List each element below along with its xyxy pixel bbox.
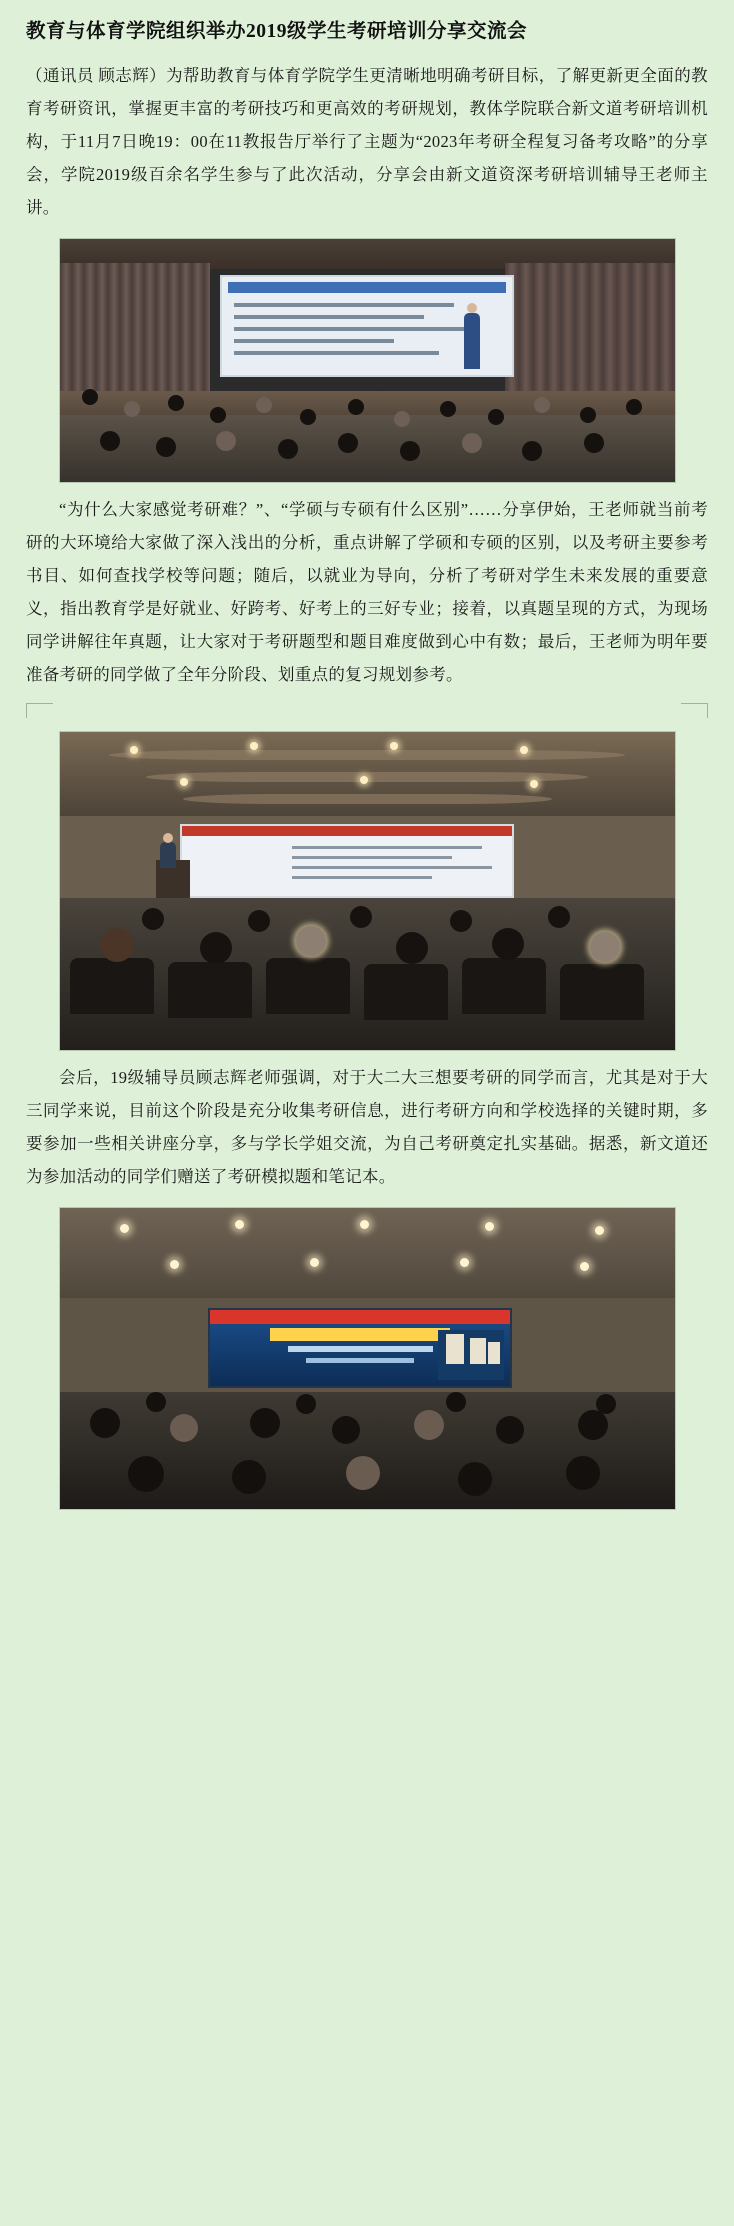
corner-bracket-right bbox=[681, 703, 708, 718]
slide-header bbox=[182, 826, 512, 836]
slide-line bbox=[234, 303, 454, 307]
ceiling bbox=[60, 732, 675, 818]
presenter-figure bbox=[464, 313, 480, 369]
speaker-figure bbox=[160, 842, 176, 868]
figure-3-wrapper bbox=[26, 1207, 708, 1510]
slide-speaker-bar bbox=[306, 1358, 414, 1363]
slide-banner bbox=[210, 1310, 510, 1324]
photo-red-banner-screen bbox=[59, 1207, 676, 1510]
slide-header bbox=[228, 282, 506, 293]
figure-1-wrapper bbox=[26, 238, 708, 483]
photo-lecture-hall-podium bbox=[59, 731, 676, 1051]
slide-line bbox=[234, 315, 424, 319]
audience-area bbox=[60, 415, 675, 483]
slide-line bbox=[234, 327, 469, 331]
projection-screen bbox=[208, 1308, 512, 1388]
projection-screen bbox=[180, 824, 514, 898]
slide-title-bar bbox=[270, 1328, 450, 1341]
slide-line bbox=[234, 339, 394, 343]
slide-line bbox=[234, 351, 439, 355]
page-title: 教育与体育学院组织举办2019级学生考研培训分享交流会 bbox=[26, 21, 528, 42]
corner-bracket-left bbox=[26, 703, 53, 718]
slide-subtitle-bar bbox=[288, 1346, 433, 1352]
paragraph-1: （通讯员 顾志辉）为帮助教育与体育学院学生更清晰地明确考研目标，了解更新更全面的教育考研资讯，掌握更丰富的考研技巧和更高效的考研规划，教体学院联合新文道考研培训机构，于11月7日晚19：00在11教报告厅举行了主题为“2023年考研全程复习备考攻略”的分享会，学院2019级百余名学生参与了此次活动，分享会由新文道资深考研培训辅导王老师主讲。 bbox=[26, 66, 708, 218]
photo-lecture-hall-wide bbox=[59, 238, 676, 483]
figure-2-wrapper bbox=[26, 731, 708, 1051]
divider-row bbox=[26, 699, 708, 717]
paragraph-3: 会后，19级辅导员顾志辉老师强调，对于大二大三想要考研的同学而言，尤其是对于大三同学来说，目前这个阶段是充分收集考研信息，进行考研方向和学校选择的关键时期，多要参加一些相关讲座分享，多与学长学姐交流，为自己考研奠定扎实基础。据悉，新文道还为参加活动的同学们赠送了考研模拟题和笔记本。 bbox=[26, 1068, 708, 1187]
paragraph-2: “为什么大家感觉考研难？”、“学硕与专硕有什么区别”……分享伊始，王老师就当前考研的大环境给大家做了深入浅出的分析，重点讲解了学硕和专硕的区别，以及考研主要参考书目、如何查找学校等问题；随后，以就业为导向，分析了考研对学生未来发展的重要意义，指出教育学是好就业、好跨考、好考上的三好专业；接着，以真题呈现的方式，为现场同学讲解往年真题，让大家对于考研题型和题目难度做到心中有数；最后，王老师为明年要准备考研的同学做了全年分阶段、划重点的复习规划参考。 bbox=[26, 500, 708, 685]
ship-graphic bbox=[438, 1330, 504, 1380]
